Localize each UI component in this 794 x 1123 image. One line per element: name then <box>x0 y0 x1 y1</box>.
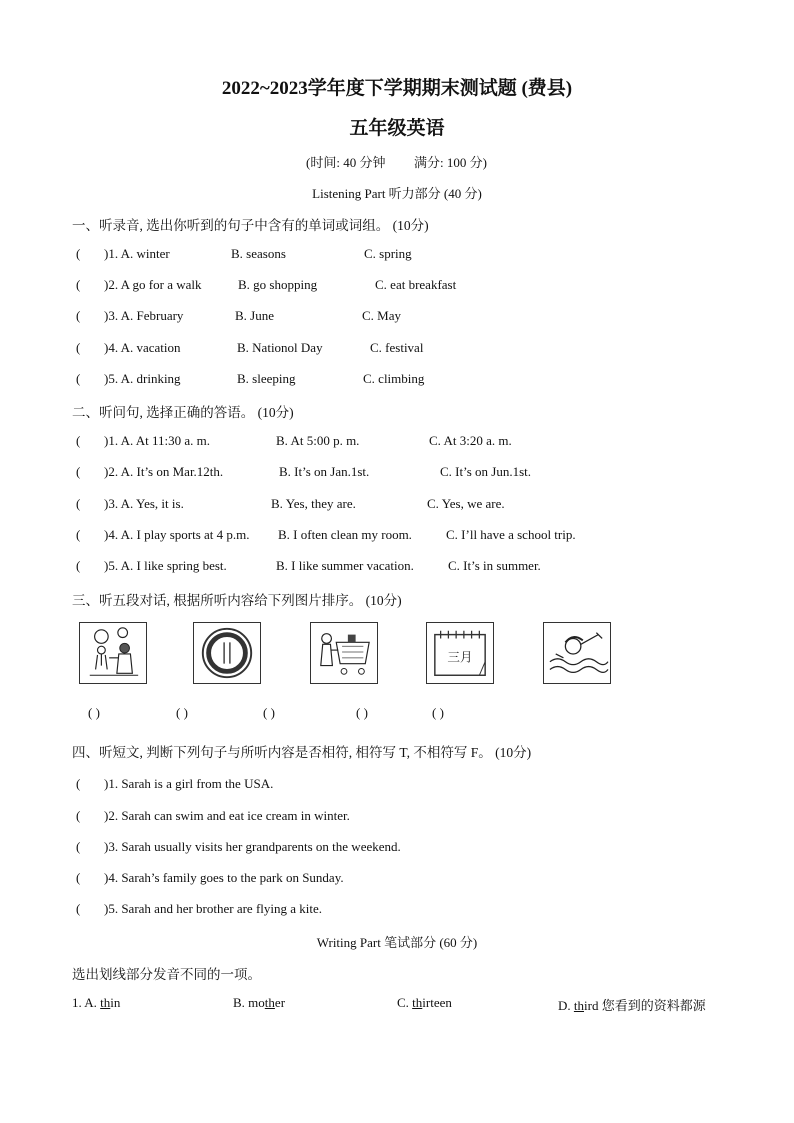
option-b: B. At 5:00 p. m. <box>276 433 360 448</box>
option-c: C. It’s in summer. <box>448 558 541 573</box>
swimming-icon <box>544 623 610 683</box>
option-prefix: D. <box>558 998 574 1013</box>
answer-blank[interactable]: ( <box>76 340 81 355</box>
option-a: )4. A. vacation <box>104 340 181 355</box>
listening-part-heading: Listening Part 听力部分 (40 分) <box>312 186 482 201</box>
option-rest: irteen <box>422 995 452 1010</box>
order-blank-3[interactable]: ( ) <box>263 705 275 720</box>
option-a: )1. A. At 11:30 a. m. <box>104 433 211 448</box>
section-4-heading: 四、听短文, 判断下列句子与所听内容是否相符, 相符写 T, 不相符写 F。 (10分) <box>72 745 532 760</box>
option-a: )1. A. winter <box>104 246 170 261</box>
answer-blank[interactable]: ( <box>76 496 81 511</box>
option-b: B. I often clean my room. <box>278 527 412 542</box>
option-b: B. June <box>235 308 274 323</box>
w1-option-a <box>72 995 120 1011</box>
w1-option-c <box>397 995 452 1011</box>
answer-blank[interactable]: ( <box>76 371 81 386</box>
option-c: C. climbing <box>363 371 425 386</box>
option-rest: er <box>274 995 286 1010</box>
option-b: B. Nationol Day <box>237 340 323 355</box>
underlined-part: th <box>264 995 275 1010</box>
exam-score: 满分: 100 分) <box>414 155 487 170</box>
writing-part-heading: Writing Part 笔试部分 (60 分) <box>316 935 478 950</box>
option-a: )3. A. Yes, it is. <box>104 496 184 511</box>
picture-swimming <box>543 622 611 684</box>
underlined-part: th <box>100 995 111 1010</box>
option-b: B. It’s on Jan.1st. <box>279 464 370 479</box>
option-rest: ird 您看到的资料都源 <box>584 998 706 1013</box>
picture-family-outing <box>79 622 147 684</box>
answer-blank[interactable]: ( <box>76 558 81 573</box>
answer-blank[interactable]: ( <box>76 776 81 791</box>
picture-clock <box>193 622 261 684</box>
answer-blank[interactable]: ( <box>76 808 81 823</box>
shopping-cart-icon <box>311 623 377 683</box>
picture-calendar <box>426 622 494 684</box>
order-blank-2[interactable]: ( ) <box>176 705 188 720</box>
family-outing-icon <box>80 623 146 683</box>
w1-option-b <box>233 995 285 1011</box>
writing-instruction: 选出划线部分发音不同的一项。 <box>72 967 261 982</box>
answer-blank[interactable]: ( <box>76 527 81 542</box>
statement-text: )1. Sarah is a girl from the USA. <box>104 776 274 791</box>
underlined-part: th <box>573 998 585 1013</box>
option-prefix: 1. A. <box>72 995 101 1010</box>
order-blank-5[interactable]: ( ) <box>432 705 444 720</box>
answer-blank[interactable]: ( <box>76 246 81 261</box>
option-c: C. eat breakfast <box>375 277 457 292</box>
statement-text: )5. Sarah and her brother are flying a kite. <box>104 901 323 916</box>
option-b: B. go shopping <box>238 277 318 292</box>
section-3-heading: 三、听五段对话, 根据所听内容给下列图片排序。 (10分) <box>72 593 402 608</box>
option-c: C. spring <box>364 246 412 261</box>
statement-text: )4. Sarah’s family goes to the park on Sunday. <box>104 870 344 885</box>
exam-time: (时间: 40 分钟 <box>306 155 386 170</box>
section-1-heading: 一、听录音, 选出你听到的句子中含有的单词或词组。 (10分) <box>72 218 429 233</box>
option-b: B. Yes, they are. <box>271 496 356 511</box>
order-blank-1[interactable]: ( ) <box>88 705 100 720</box>
option-c: C. May <box>362 308 401 323</box>
picture-shopping <box>310 622 378 684</box>
option-b: B. sleeping <box>237 371 296 386</box>
answer-blank[interactable]: ( <box>76 901 81 916</box>
option-a: )2. A go for a walk <box>104 277 202 292</box>
page-title: 2022~2023学年度下学期期末测试题 (费县) <box>221 78 573 99</box>
option-b: B. I like summer vacation. <box>276 558 414 573</box>
option-a: )2. A. It’s on Mar.12th. <box>104 464 224 479</box>
section-2-heading: 二、听问句, 选择正确的答语。 (10分) <box>72 405 294 420</box>
answer-blank[interactable]: ( <box>76 839 81 854</box>
answer-blank[interactable]: ( <box>76 277 81 292</box>
option-c: C. At 3:20 a. m. <box>429 433 512 448</box>
option-b: B. seasons <box>231 246 286 261</box>
option-c: C. festival <box>370 340 424 355</box>
option-a: )3. A. February <box>104 308 184 323</box>
statement-text: )3. Sarah usually visits her grandparents on the weekend. <box>104 839 401 854</box>
option-c: C. Yes, we are. <box>427 496 505 511</box>
option-a: )5. A. I like spring best. <box>104 558 227 573</box>
answer-blank[interactable]: ( <box>76 308 81 323</box>
answer-blank[interactable]: ( <box>76 870 81 885</box>
w1-option-d <box>558 995 706 1014</box>
answer-blank[interactable]: ( <box>76 464 81 479</box>
option-prefix: C. <box>397 995 413 1010</box>
order-blank-4[interactable]: ( ) <box>356 705 368 720</box>
option-a: )4. A. I play sports at 4 p.m. <box>104 527 250 542</box>
clock-icon <box>194 623 260 683</box>
statement-text: )2. Sarah can swim and eat ice cream in winter. <box>104 808 350 823</box>
calendar-icon <box>427 623 493 683</box>
page-subtitle: 五年级英语 <box>349 118 445 139</box>
option-c: C. It’s on Jun.1st. <box>440 464 532 479</box>
calendar-month-label: 三月 <box>447 649 473 665</box>
underlined-part: th <box>412 995 423 1010</box>
answer-blank[interactable]: ( <box>76 433 81 448</box>
option-c: C. I’ll have a school trip. <box>446 527 576 542</box>
option-a: )5. A. drinking <box>104 371 181 386</box>
option-rest: in <box>110 995 121 1010</box>
option-prefix: B. mo <box>233 995 265 1010</box>
